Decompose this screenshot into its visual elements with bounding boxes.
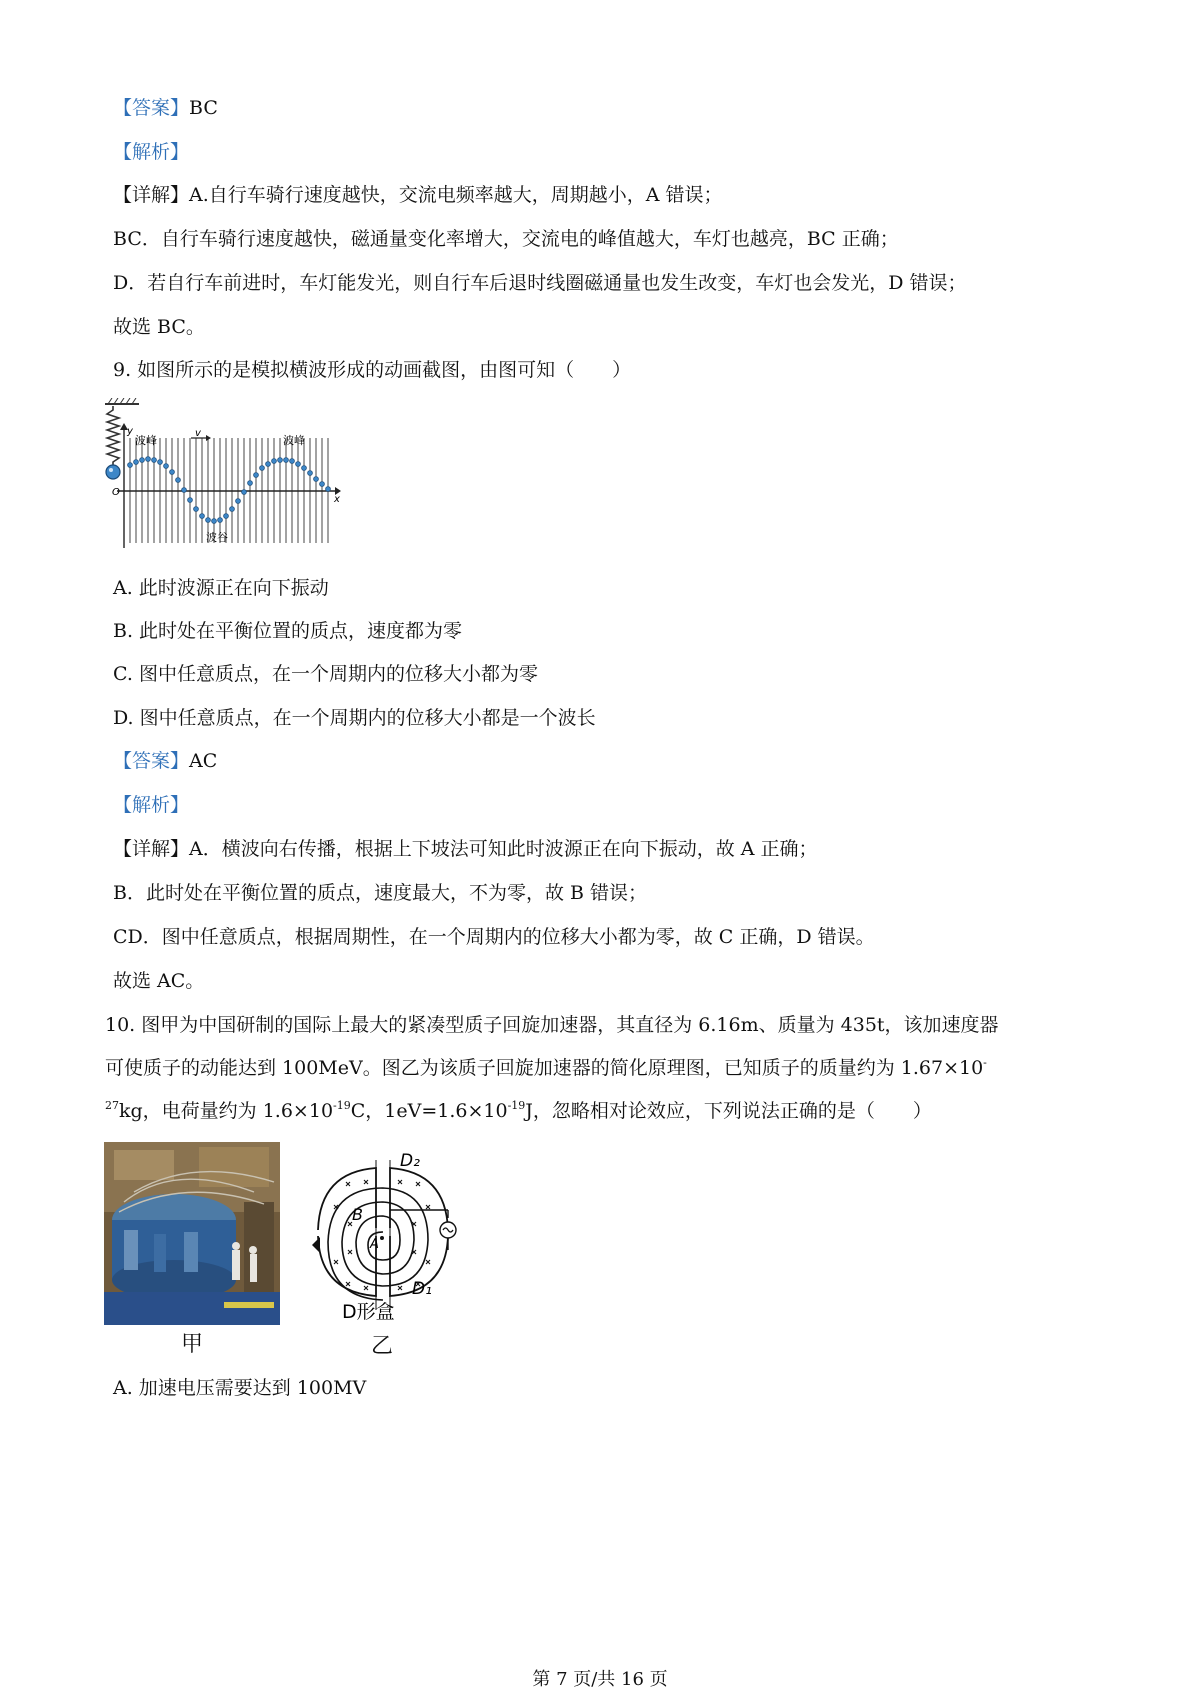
label-peak-left: 波峰 — [135, 434, 157, 447]
label-d2: D₂ — [400, 1151, 420, 1171]
caption-yi: 乙 — [371, 1334, 394, 1359]
q10-stem-line1: 10. 图甲为中国研制的国际上最大的紧凑型质子回旋加速器，其直径为 6.16m、质量为 435t，该加速度器 — [105, 1014, 999, 1036]
stem-sup: - — [983, 1056, 987, 1069]
cyclotron-photo — [104, 1142, 280, 1325]
q9-analysis-tag — [113, 793, 189, 817]
detail-text: A.自行车骑行速度越快，交流电频率越大，周期越小，A 错误； — [189, 184, 723, 206]
answer-value: AC — [189, 750, 218, 772]
label-d1: D₁ — [412, 1279, 432, 1299]
detail-tag: 【详解】 — [113, 184, 190, 206]
label-dbox: D形盒 — [342, 1301, 395, 1323]
label-a: A — [370, 1237, 379, 1252]
caption-jia: 甲 — [181, 1332, 204, 1357]
stem-text-a: kg，电荷量约为 1.6×10 — [119, 1100, 334, 1122]
q9-detail-cd: CD．图中任意质点，根据周期性，在一个周期内的位移大小都为零，故 C 正确，D 错误。 — [113, 926, 875, 948]
exp-19-ev: -19 — [507, 1099, 526, 1112]
exp-27: 27 — [105, 1099, 119, 1112]
q9-stem: 9. 如图所示的是模拟横波形成的动画截图，由图可知（ ） — [113, 359, 632, 381]
analysis-tag: 【解析】 — [113, 794, 190, 816]
q9-option-a: A. 此时波源正在向下振动 — [113, 577, 329, 599]
transverse-wave-figure — [105, 398, 350, 558]
cyclotron-diagram — [308, 1150, 458, 1330]
label-b: B — [352, 1205, 363, 1224]
wave-source-ball — [106, 465, 120, 479]
page-footer: 第 7 页/共 16 页 — [532, 1669, 668, 1690]
q10-stem-line3 — [105, 1099, 932, 1123]
label-origin: O — [112, 487, 120, 498]
answer-value: BC — [189, 97, 218, 119]
answer-tag: 【答案】 — [113, 750, 190, 772]
stem-text-c: J，忽略相对论效应，下列说法正确的是（ ） — [525, 1100, 932, 1122]
exp-19-charge: -19 — [333, 1099, 351, 1112]
q9-option-c: C. 图中任意质点，在一个周期内的位移大小都为零 — [113, 663, 538, 685]
q8-conclusion: 故选 BC。 — [113, 316, 205, 338]
q9-option-d: D. 图中任意质点，在一个周期内的位移大小都是一个波长 — [113, 707, 596, 729]
q9-answer — [113, 749, 217, 773]
q8-answer — [113, 96, 218, 120]
stem-text-b: C，1eV=1.6×10 — [350, 1100, 508, 1122]
q10-stem-line2 — [105, 1056, 987, 1080]
label-peak-right: 波峰 — [283, 434, 305, 447]
stem-text: 可使质子的动能达到 100MeV。图乙为该质子回旋加速器的简化原理图，已知质子的质量约为 1.67×10 — [105, 1057, 984, 1079]
label-v: v — [195, 428, 201, 439]
q8-analysis-tag — [113, 140, 189, 164]
q9-option-b: B. 此时处在平衡位置的质点，速度都为零 — [113, 620, 463, 642]
label-x: x — [334, 494, 340, 505]
label-y: y — [127, 426, 133, 437]
label-trough: 波谷 — [206, 531, 228, 544]
q9-detail-b: B．此时处在平衡位置的质点，速度最大，不为零，故 B 错误； — [113, 882, 648, 904]
answer-tag: 【答案】 — [113, 97, 190, 119]
q10-option-a: A. 加速电压需要达到 100MV — [113, 1377, 367, 1399]
q9-detail-a — [113, 837, 818, 861]
analysis-tag: 【解析】 — [113, 141, 190, 163]
detail-text: A．横波向右传播，根据上下坡法可知此时波源正在向下振动，故 A 正确； — [189, 838, 818, 860]
q9-conclusion: 故选 AC。 — [113, 970, 205, 992]
q8-detail-bc: BC．自行车骑行速度越快，磁通量变化率增大，交流电的峰值越大，车灯也越亮，BC 正确； — [113, 228, 899, 250]
q8-detail-a — [113, 183, 723, 207]
q8-detail-d: D．若自行车前进时，车灯能发光，则自行车后退时线圈磁通量也发生改变，车灯也会发光，D 错误； — [113, 272, 967, 294]
detail-tag: 【详解】 — [113, 838, 190, 860]
